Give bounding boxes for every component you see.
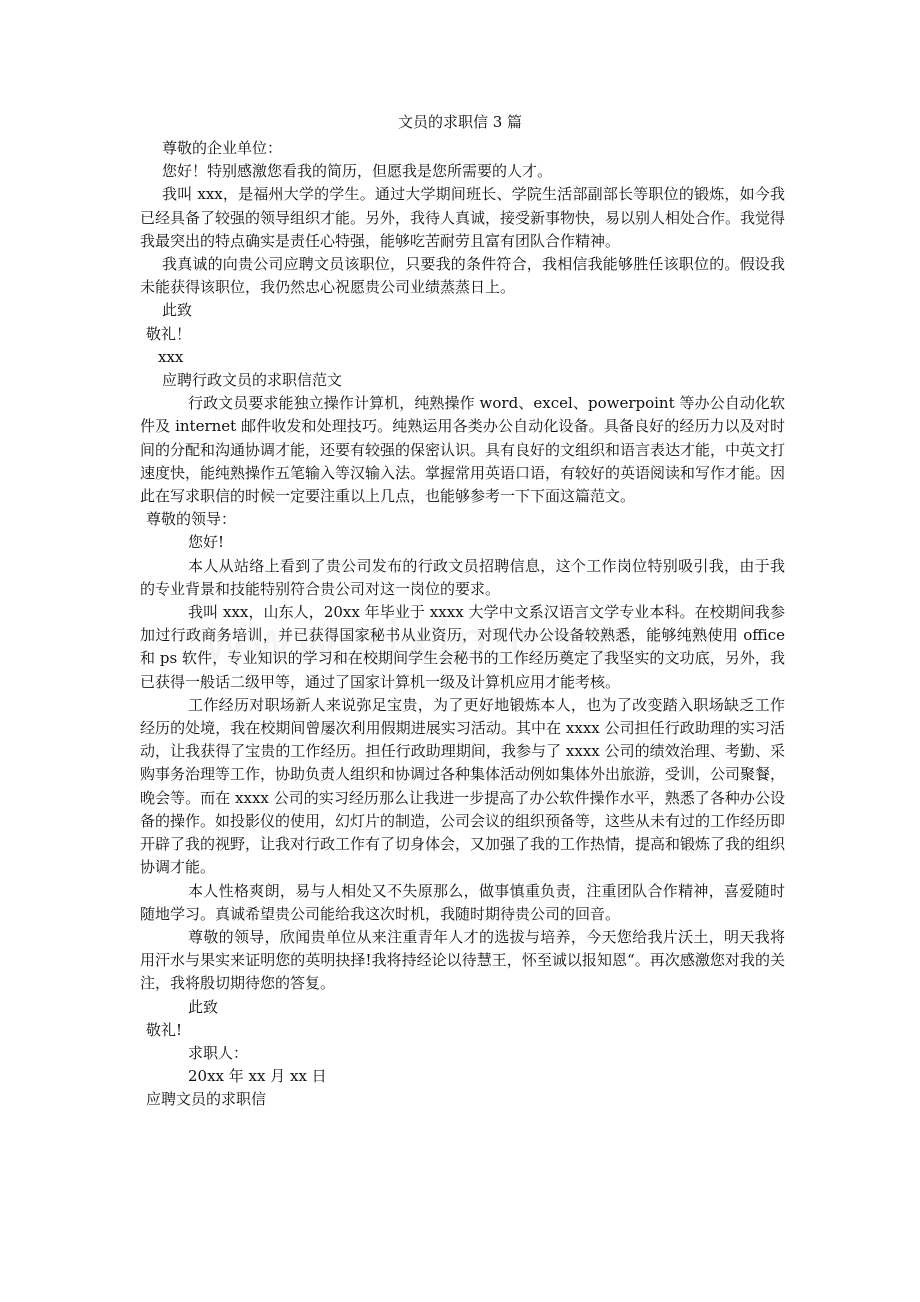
letter1-salutation: 尊敬的企业单位： [162,139,283,157]
document-body [140,137,785,1112]
section2-heading: 应聘行政文员的求职信范文 [162,371,343,390]
letter2-greeting: 您好! [188,533,225,552]
letter2-paragraph-4: 本人性格爽朗，易与人相处又不失原那么，做事慎重负责，注重团队合作精神，喜爱随时随地学习。真诚希望贵公司能给我这次时机，我随时期待贵公司的回音。 [140,881,785,923]
section2-intro-paragraph: 行政文员要求能独立操作计算机，纯熟操作 word、excel、powerpoint 等办公自动化软件及 internet 邮件收发和处理技巧。纯熟运用各类办公自动化设备。具备良好的经历力以及对时间的分配和沟通协调才能，还要有较强的保密认识。具有良好的文组织和语言表达才能，中英文打速度快，能纯熟操作五笔输入等汉输入法。掌握常用英语口语，有较好的英语阅读和写作才能。因此在写求职信的时候一定要注重以上几点，也能够参考一下下面这篇范文。 [140,394,786,506]
letter1-paragraph-application: 我真诚的向贵公司应聘文员该职位，只要我的条件符合，我相信我能够胜任该职位的。假设我未能获得该职位，我仍然忠心祝愿贵公司业绩蒸蒸日上。 [140,255,785,297]
letter2-paragraph-2: 我叫 xxx，山东人，20xx 年毕业于 xxxx 大学中文系汉语言文学专业本科。在校期间我参加过行政商务培训，并已获得国家秘书从业资历，对现代办公设备较熟悉，能够纯熟使用 office 和 ps 软件，专业知识的学习和在校期间学生会秘书的工作经历奠定了我坚实的文功底，另外，我已获得一般话二级甲等，通过了国家计算机一级及计算机应用才能考核。 [140,603,785,691]
section3-heading: 应聘文员的求职信 [146,1090,267,1109]
letter2-paragraph-3: 工作经历对职场新人来说弥足宝贵，为了更好地锻炼本人，也为了改变踏入职场缺乏工作经历的处境，我在校期间曾屡次利用假期进展实习活动。其中在 xxxx 公司担任行政助理的实习活动，让我获得了宝贵的工作经历。担任行政助理期间，我参与了 xxxx 公司的绩效治理、考勤、采购事务治理等工作，协助负责人组织和协调过各种集体活动例如集体外出旅游，受训，公司聚餐，晚会等。而在 xxxx 公司的实习经历那么让我进一步提高了办公软件操作水平，熟悉了各种办公设备的操作。如投影仪的使用，幻灯片的制造，公司会议的组织预备等，这些从未有过的工作经历即开辟了我的视野，让我对行政工作有了切身体会，又加强了我的工作热情，提高和锻炼了我的组织协调才能。 [140,695,786,877]
letter2-salutation: 尊敬的领导： [146,510,237,529]
letter1-paragraph-intro: 我叫 xxx，是福州大学的学生。通过大学期间班长、学院生活部副部长等职位的锻炼，如今我已经具备了较强的领导组织才能。另外，我待人真诚，接受新事物快，易以别人相处合作。我觉得我最突出的特点确实是责任心特强，能够吃苦耐劳且富有团队合作精神。 [140,185,786,250]
letter1-closing-1: 此致 [162,301,193,320]
document-title: 文员的求职信 3 篇 [397,113,523,131]
letter1-signature: xxx [158,347,184,366]
letter2-closing-1: 此致 [188,997,219,1016]
letter1-greeting-paragraph: 您好！特别感激您看我的简历，但愿我是您所需要的人才。 [162,162,553,181]
letter2-paragraph-1: 本人从站络上看到了贵公司发布的行政文员招聘信息，这个工作岗位特别吸引我，由于我的专业背景和技能特别符合贵公司对这一岗位的要求。 [140,556,785,598]
letter2-signer-label: 求职人： [188,1043,249,1062]
letter2-paragraph-5: 尊敬的领导，欣闻贵单位从来注重青年人才的选拔与培养，今天您给我片沃土，明天我将用汗水与果实来证明您的英明抉择!我将持经论以待慧王，怀至诚以报知恩“。再次感激您对我的关注，我将殷切期待您的答复。 [140,927,785,993]
letter2-date: 20xx 年 xx 月 xx 日 [188,1067,327,1086]
letter2-closing-2: 敬礼! [146,1020,183,1039]
letter1-closing-2: 敬礼！ [146,324,192,343]
